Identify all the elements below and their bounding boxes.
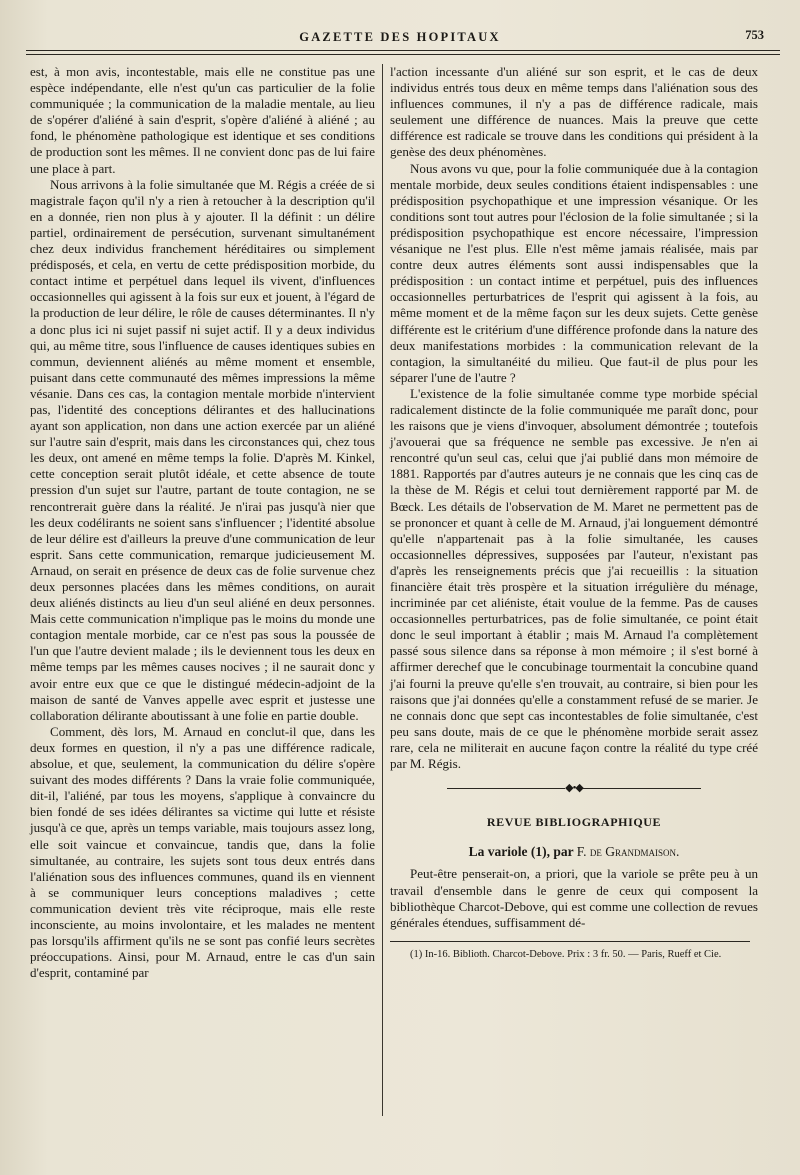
paragraph: l'action incessante d'un aliéné sur son esprit, et le cas de deux individus entrés tous deux en même temps dans l'aliénation sous des influences communes, il n'y a pas de différence radicale, mais seulement une différence de nuances. Mais la preuve que cette différence est radicale se trouve dans les conditions qui président à la genèse des deux phénomènes.	[390, 64, 758, 160]
paragraph: Comment, dès lors, M. Arnaud en conclut-il que, dans les deux formes en question, il n'y a pas une différence radicale, absolue, et que, seulement, la communication du délire s'opère suivant des modes différents ? Dans la vraie folie communiquée, dit-il, l'aliéné, par tous les moyens, s'applique à convaincre du bien fondé de ses idées délirantes sa victime qui lutte et résiste jusqu'à ce que, après un temps variable, mais toujours assez long, elle soit vaincue et convaincue, tandis que, dans la folie simultanée, au contraire, les sujets sont tous deux entrés dans l'aliénation sous des influences communes, quand ils en viennent à se communiquer leurs conceptions maladives ; cette communication devient très vite réciproque, mais elle reste inconsciente, au moins involontaire, et les malades ne mentent pas lorsqu'ils affirment qu'ils ne se sont pas confié leurs secrètes préoccupations. Ainsi, pour M. Arnaud, entre le cas d'un sain d'esprit, contaminé par	[30, 723, 375, 981]
paragraph: Peut-être penserait-on, a priori, que la variole se prête peu à un travail d'ensemble dans le genre de ceux qui composent la bibliothèque Charcot-Debove, qui est comme une collection de revues générales étendues, suffisamment dé-	[390, 866, 758, 930]
paragraph: Nous avons vu que, pour la folie communiquée due à la contagion mentale morbide, deux seules conditions étaient indispensables : une prédisposition psychopathique et une impression vésanique. Or les conditions sont tout autres pour l'éclosion de la folie simultanée ; si la prédisposition psychopathique est encore nécessaire, l'impression vésanique ne l'est plus. Elle n'est même jamais réalisée, mais par contre deux autres éléments sont aussi indispensables que la prédisposition : un contact intime et perpétuel, puis des influences occasionnelles perturbatrices de l'esprit qui agissent à la fois, au même moment et de la même façon sur les deux sujets. Cette genèse différente est le critérium d'une différence profonde dans la nature des deux manifestations morbides : la communication relevant de la contagion, la simultanéité du milieu. Que faut-il de plus pour les séparer l'une de l'autre ?	[390, 160, 758, 385]
section-ornament: ◆•◆	[390, 780, 758, 796]
column-divider	[382, 64, 383, 1116]
header-rule-thin	[26, 54, 780, 55]
article-title-text: La variole (1), par	[468, 844, 574, 860]
paragraph: Nous arrivons à la folie simultanée que M. Régis a créée de si magistrale façon qu'il n'y a rien à retoucher à la description qu'il en a donnée, rien non plus à y ajouter. Il la définit : un délire partiel, ordinairement de persécution, survenant simultanément chez deux individus franchement héréditaires ou simplement prédisposés, et cela, en vertu de cette prédisposition morbide, du contact intime et perpétuel dans lequel ils vivent, d'influences occasionnelles qui agissent à la fois sur eux et jouent, à l'égard de la production de leur délire, le rôle de causes déterminantes. Il n'y a donc plus ici ni sujet passif ni sujet actif. Il y a deux individus qui, au même titre, sous l'influence de causes identiques subies en commun, deviennent aliénés au même moment et ensemble, puisant dans cette communauté des mêmes impressions la même vésanie. Dans ces cas, la contagion mentale morbide n'intervient pas, l'identité des conceptions délirantes et des hallucinations ayant son application, non dans une action exercée par un aliéné sur l'autre sain d'esprit, mais dans les circonstances qui, chez tous les deux, ont amené en même temps la folie. D'après M. Kinkel, cette conception serait plutôt idéale, et cette absence de toute pression d'un sujet sur l'autre, partant de toute contagion, ne se rencontrerait guère dans la réalité. Je n'irai pas jusqu'à nier que les deux codélirants ne soient sans s'influencer ; l'identité absolue de leur délire est d'ailleurs la preuve d'une communication de leur esprit. Sans cette communication, remarque judicieusement M. Arnaud, on serait en présence de deux cas de folie survenue chez deux personnes placées dans les mêmes conditions, on aurait deux aliénés distincts au lieu d'un seul aliéné en deux personnes. Mais cette communication n'implique pas le moins du monde une contagion mentale morbide, car ce n'est pas sous la poussée de l'un que l'autre devient malade ; ils le deviennent tous les deux en même temps par les mêmes causes nocives ; il ne saurait donc y avoir entre eux que ce que le distingué médecin-adjoint de la maison de santé de Vanves appelle avec esprit et justesse une collaboration délirante aboutissant à une folie en partie double.	[30, 176, 375, 723]
journal-title: GAZETTE DES HOPITAUX	[299, 30, 501, 44]
paragraph: est, à mon avis, incontestable, mais elle ne constitue pas une espèce indépendante, elle n'est qu'un cas particulier de la folie communiquée ; la communication de la maladie mentale, au lieu de s'opérer d'aliéné à sain d'esprit, s'opère d'aliéné à aliéné ; au fond, le phénomène pathologique est identique et ses conditions de production sont les mêmes. Il ne convient donc pas de lui faire une place à part.	[30, 64, 375, 176]
left-column	[30, 64, 375, 1124]
section-title: REVUE BIBLIOGRAPHIQUE	[486, 815, 662, 830]
right-column	[390, 64, 758, 1154]
article-title	[390, 844, 758, 860]
footnote-rule	[390, 941, 750, 942]
page-header	[20, 26, 780, 48]
paragraph: L'existence de la folie simultanée comme type morbide spécial radicalement distincte de la folie communiquée me paraît donc, pour les raisons que je viens d'invoquer, absolument démontrée ; toutefois j'avouerai que sa fréquence ne semble pas excessive. Je n'en ai rencontré qu'un seul cas, celui que j'ai publié dans mon mémoire de 1881. Rapportés par d'autres auteurs je ne connais que les cinq cas de la thèse de M. Régis et celui tout dernièrement rapporté par M. de Bœck. Les détails de l'observation de M. Maret ne permettent pas de se prononcer et quant à celle de M. Arnaud, j'ai longuement démontré qu'elle n'appartenait pas à la folie simultanée, les causes occasionnelles dépressives, supposées par l'auteur, n'existant pas d'après les renseignements précis que j'ai recueillis : la situation financière était très prospère et la situation irrégulière du ménage, incriminée par cet aliéniste, était voulue de la femme. Pas de causes occasionnelles perturbatrices, pas de folie simultanée, ce point était donc le seul important à établir ; mais M. Arnaud l'a complètement passé sous silence dans sa réponse à mon mémoire ; il s'est borné à affirmer derechef que le concubinage tourmentait la concubine quand j'ai fourni la preuve qu'elle s'en trouvait, au contraire, si bien pour les raisons que j'ai données qu'elle a constamment refusé de se marier. Je ne connais donc que sept cas incontestables de folie simultanée, c'est peu sans doute, mais de ce que le phénomène morbide serait assez rare, cela ne militerait en aucune façon contre la réalité du type créé par M. Régis.	[390, 385, 758, 772]
article-author: F. de Grandmaison.	[576, 844, 680, 860]
footnote: (1) In-16. Biblioth. Charcot-Debove. Prix : 3 fr. 50. — Paris, Rueff et Cie.	[410, 948, 722, 960]
header-rule-thick	[26, 50, 780, 51]
page-number: 753	[745, 28, 764, 42]
